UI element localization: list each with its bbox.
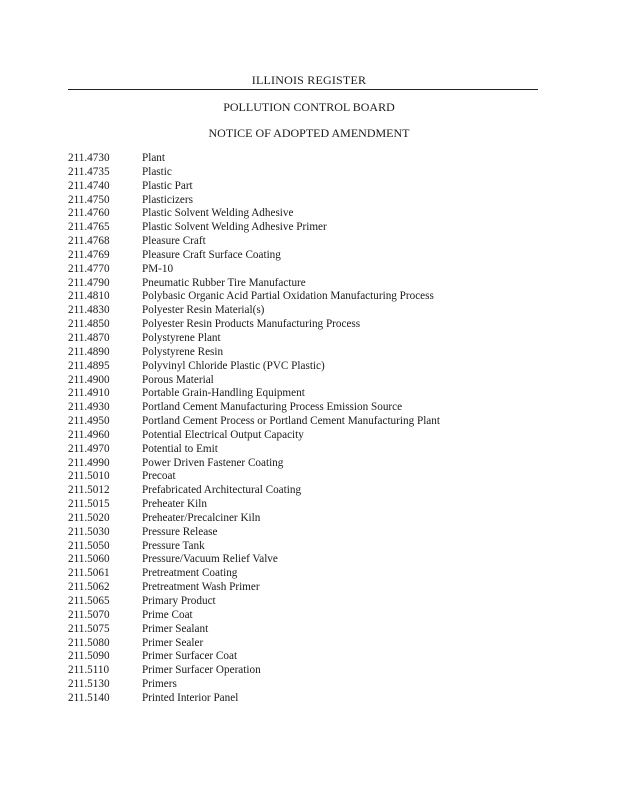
section-term: Plastic Solvent Welding Adhesive Primer — [142, 221, 327, 234]
section-term: Plastic — [142, 165, 172, 178]
section-number: 211.4960 — [68, 428, 110, 441]
section-term: Prefabricated Architectural Coating — [142, 484, 302, 497]
section-number: 211.4730 — [68, 152, 110, 164]
section-term: Pneumatic Rubber Tire Manufacture — [142, 276, 306, 289]
section-number: 211.4990 — [68, 456, 110, 469]
section-number: 211.5061 — [68, 567, 110, 580]
section-row — [68, 623, 548, 637]
section-number: 211.5075 — [68, 622, 110, 635]
section-row — [68, 526, 548, 540]
section-row — [68, 318, 548, 332]
section-row — [68, 498, 548, 512]
section-number: 211.5070 — [68, 608, 110, 621]
section-term: Portland Cement Process or Portland Cement Manufacturing Plant — [142, 415, 440, 428]
section-term: Potential to Emit — [142, 442, 218, 455]
section-row — [68, 166, 548, 180]
section-number: 211.4930 — [68, 401, 110, 414]
section-row — [68, 374, 548, 388]
section-number: 211.5110 — [68, 664, 110, 677]
section-number: 211.5050 — [68, 539, 110, 552]
section-row — [68, 290, 548, 304]
section-term: Primer Surfacer Operation — [142, 664, 261, 677]
section-row — [68, 221, 548, 235]
section-number: 211.4850 — [68, 318, 110, 331]
section-term: Portland Cement Manufacturing Process Emission Source — [142, 401, 403, 414]
board-title: POLLUTION CONTROL BOARD — [223, 100, 395, 114]
section-term: Pretreatment Wash Primer — [142, 581, 260, 594]
section-term: Polyester Resin Products Manufacturing Process — [142, 318, 361, 331]
header-rule — [68, 89, 538, 90]
section-number: 211.4765 — [68, 221, 110, 234]
section-term: Pleasure Craft — [142, 235, 206, 248]
section-row — [68, 429, 548, 443]
section-number: 211.4900 — [68, 373, 110, 386]
section-term: PM-10 — [142, 262, 174, 275]
section-term: Plastic Solvent Welding Adhesive — [142, 207, 294, 220]
section-term: Porous Material — [142, 373, 214, 386]
section-row — [68, 512, 548, 526]
section-row — [68, 152, 548, 166]
register-title: ILLINOIS REGISTER — [251, 73, 367, 87]
section-term: Preheater Kiln — [142, 498, 207, 511]
section-row — [68, 664, 548, 678]
section-term: Primers — [142, 678, 177, 691]
section-term: Preheater/Precalciner Kiln — [142, 511, 261, 524]
section-term: Pleasure Craft Surface Coating — [142, 248, 281, 261]
section-number: 211.4790 — [68, 276, 110, 289]
section-number: 211.5130 — [68, 678, 110, 691]
section-row — [68, 457, 548, 471]
section-number: 211.5060 — [68, 553, 110, 566]
section-number: 211.4740 — [68, 179, 110, 192]
section-row — [68, 581, 548, 595]
section-number: 211.4910 — [68, 387, 110, 400]
section-row — [68, 277, 548, 291]
section-row — [68, 637, 548, 651]
section-term: Polyester Resin Material(s) — [142, 304, 265, 317]
section-term: Polybasic Organic Acid Partial Oxidation Manufacturing Process — [142, 290, 434, 303]
section-number: 211.4830 — [68, 304, 110, 317]
section-number: 211.5080 — [68, 636, 110, 649]
section-term: Primary Product — [142, 595, 216, 607]
section-number: 211.5020 — [68, 511, 110, 524]
section-term: Portable Grain-Handling Equipment — [142, 387, 305, 400]
section-row — [68, 650, 548, 664]
section-row — [68, 415, 548, 429]
section-number: 211.4750 — [68, 193, 110, 206]
section-term: Precoat — [142, 470, 176, 483]
section-term: Polystyrene Plant — [142, 331, 221, 344]
section-number: 211.5062 — [68, 581, 110, 594]
section-term: Pressure/Vacuum Relief Valve — [142, 553, 278, 566]
section-number: 211.4890 — [68, 345, 110, 358]
section-term: Primer Sealant — [142, 622, 209, 635]
section-row — [68, 235, 548, 249]
section-number: 211.4760 — [68, 207, 110, 220]
section-row — [68, 346, 548, 360]
section-number: 211.4735 — [68, 165, 110, 178]
section-term: Potential Electrical Output Capacity — [142, 428, 304, 441]
section-row — [68, 443, 548, 457]
section-number: 211.5030 — [68, 525, 110, 538]
section-term: Polyvinyl Chloride Plastic (PVC Plastic) — [142, 359, 325, 372]
section-row — [68, 692, 548, 706]
section-term: Power Driven Fastener Coating — [142, 456, 284, 469]
section-row — [68, 194, 548, 208]
section-term: Pressure Tank — [142, 539, 205, 552]
section-term: Printed Interior Panel — [142, 691, 239, 704]
section-term: Plastic Part — [142, 179, 193, 192]
notice-title: NOTICE OF ADOPTED AMENDMENT — [208, 126, 410, 140]
section-term: Primer Sealer — [142, 636, 204, 649]
section-number: 211.4895 — [68, 359, 110, 372]
section-term: Pressure Release — [142, 525, 218, 538]
section-number: 211.4769 — [68, 248, 110, 261]
section-number: 211.5010 — [68, 470, 110, 483]
section-number: 211.5140 — [68, 691, 110, 704]
section-number: 211.4768 — [68, 235, 110, 248]
section-number: 211.5065 — [68, 595, 110, 607]
section-number: 211.4810 — [68, 290, 110, 303]
section-term: Primer Surfacer Coat — [142, 650, 238, 663]
section-row — [68, 540, 548, 554]
section-term: Prime Coat — [142, 608, 193, 621]
section-row — [68, 553, 548, 567]
section-number: 211.4770 — [68, 262, 110, 275]
section-number: 211.5012 — [68, 484, 110, 497]
section-row — [68, 595, 548, 609]
section-row — [68, 360, 548, 374]
section-row — [68, 387, 548, 401]
section-number: 211.5015 — [68, 498, 110, 511]
section-row — [68, 484, 548, 498]
section-number: 211.4870 — [68, 331, 110, 344]
section-row — [68, 249, 548, 263]
section-row — [68, 263, 548, 277]
section-term: Plasticizers — [142, 193, 193, 206]
section-row — [68, 332, 548, 346]
section-row — [68, 567, 548, 581]
section-row — [68, 401, 548, 415]
section-row — [68, 207, 548, 221]
section-row — [68, 609, 548, 623]
section-number: 211.5090 — [68, 650, 110, 663]
section-list — [68, 152, 548, 706]
section-term: Polystyrene Resin — [142, 345, 224, 358]
section-row — [68, 678, 548, 692]
section-number: 211.4950 — [68, 415, 110, 428]
section-row — [68, 304, 548, 318]
section-term: Pretreatment Coating — [142, 567, 238, 580]
section-row — [68, 470, 548, 484]
section-number: 211.4970 — [68, 442, 110, 455]
section-row — [68, 180, 548, 194]
section-term: Plant — [142, 152, 165, 164]
